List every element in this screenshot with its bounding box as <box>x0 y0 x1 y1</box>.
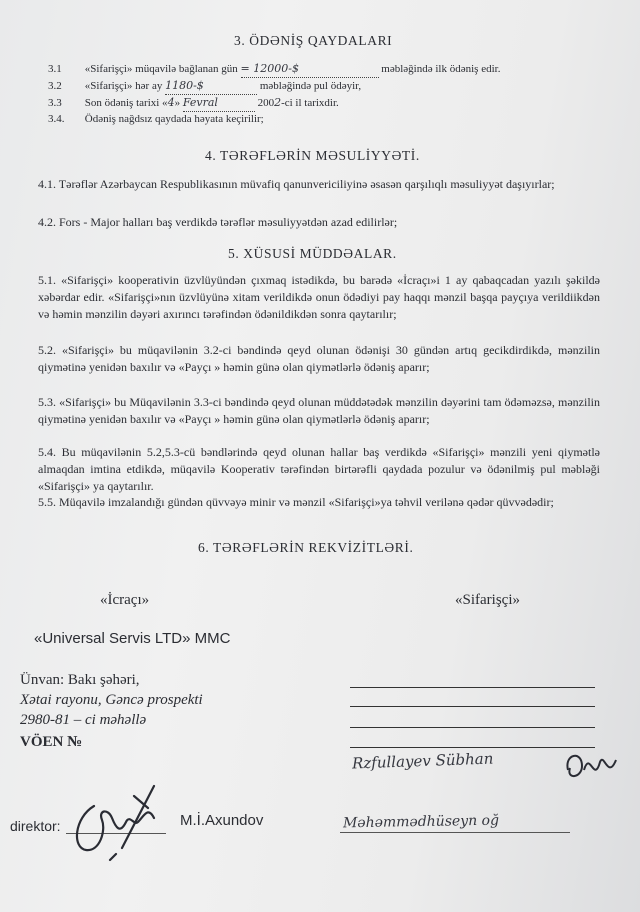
customer-field-line <box>350 727 595 728</box>
customer-name-line <box>340 832 570 833</box>
section6-title: 6. TƏRƏFLƏRİN REKVİZİTLƏRİ. <box>198 540 414 555</box>
item-number: 3.3 <box>48 97 62 109</box>
handwritten-first-payment: = 12000-$ <box>241 60 379 78</box>
item-text: » <box>174 97 181 109</box>
address-line-2: Xətai rayonu, Gəncə prospekti <box>20 692 203 708</box>
clause-5-2: 5.2. «Sifarişçi» bu müqavilənin 3.2-ci bəndində qeyd olunan ödənişi 30 gündən artıq gecikdirdikdə, mənzilin qiymətinə yenidən baxılır və «Payçı » həmin günə olan qiymətlərlə ödəniş aparır; <box>38 343 600 374</box>
handwritten-year-digit: 2 <box>274 96 282 109</box>
address-line-3: 2980-81 – ci məhəllə <box>20 712 147 728</box>
customer-signature <box>560 740 620 795</box>
item-text: Ödəniş nağdsız qaydada həyata keçirilir; <box>84 113 264 125</box>
customer-heading: «Sifarişçi» <box>455 592 520 608</box>
item-text: «Sifarişçi» müqavilə bağlanan gün <box>84 63 238 75</box>
clause-5-1: 5.1. «Sifarişçi» kooperativin üzvlüyündən çıxmaq istədikdə, bu barədə «İcraçı»i 1 ay qabaqcadan yazılı şəkildə xəbərdar edir. «Sifarişçi»nın üzvlüyünə xitam verildikdə onun ödədiyi pay haqqı mənzil başqa payçıya verildiikdən və həmin mənzilin dəyəri axırıncı tərəfindən ödənildikdən sonra qaytarılır; <box>38 273 600 321</box>
item-number: 3.4. <box>48 113 65 125</box>
section5-title: 5. XÜSUSİ MÜDDƏALAR. <box>228 246 397 261</box>
customer-field-line <box>350 687 595 688</box>
handwritten-month: Fevral <box>183 94 255 112</box>
customer-field-line <box>350 747 595 748</box>
clause-5-4: 5.4. Bu müqavilənin 5.2,5.3-cü bəndlərində qeyd olunan hallar baş verdikdə «Sifarişçi» mənzili yeni qiymətlə almaqdan imtina etdikdə, müqavilə Kooperativ tərəfindən birtərəfli qaydada pozulur və ödənilmiş pul məbləği «Sifarişçi» ya qaytarılır. <box>38 445 600 493</box>
director-label: direktor: <box>10 818 61 834</box>
payment-item-3-2 <box>48 77 361 95</box>
contractor-heading: «İcraçı» <box>100 592 150 608</box>
clause-5-3: 5.3. «Sifarişçi» bu Müqavilənin 3.3-ci bəndində qeyd olunan müddətədək mənzilin dəyərini tam ödəməzsə, mənzilin qiymətinə yenidən baxılır və «Payçı » həmin günə olan qiymətlərlə ödəniş aparır; <box>38 395 600 426</box>
handwritten-day: 4 <box>167 96 175 109</box>
clause-4-2: 4.2. Fors - Major halları baş verdikdə tərəflər məsuliyyətdən azad edilirlər; <box>38 215 398 229</box>
payment-item-3-1 <box>48 60 500 78</box>
director-name: M.İ.Axundov <box>180 812 264 829</box>
item-text: məbləğində pul ödəyir, <box>259 80 362 92</box>
item-number: 3.2 <box>48 80 62 92</box>
address-line-1: Ünvan: Bakı şəhəri, <box>20 672 140 688</box>
customer-field-line <box>350 706 595 707</box>
item-text: 200 <box>257 97 275 109</box>
section3-title: 3. ÖDƏNİŞ QAYDALARI <box>234 33 393 48</box>
handwritten-monthly-payment: 1180-$ <box>165 77 257 95</box>
tax-id-label: VÖEN № <box>20 734 83 750</box>
item-text: «Sifarişçi» hər ay <box>84 80 163 92</box>
clause-4-1: 4.1. Tərəflər Azərbaycan Respublikasının müvafiq qanunvericiliyinə əsasən qarşılıqlı məsuliyyət daşıyırlar; <box>38 177 555 191</box>
company-name: «Universal Servis LTD» MMC <box>34 630 231 647</box>
item-text: Son ödəniş tarixi « <box>84 97 168 109</box>
payment-item-3-3 <box>48 94 339 112</box>
handwritten-customer-patronymic: Məhəmmədhüseyn oğ <box>342 812 500 832</box>
item-text: -ci il tarixdir. <box>281 97 339 109</box>
payment-item-3-4 <box>48 111 264 128</box>
director-signature <box>64 778 174 873</box>
handwritten-customer-name: Rzfullayev Sübhan <box>351 749 494 773</box>
clause-5-5: 5.5. Müqavilə imzalandığı gündən qüvvəyə minir və mənzil «Sifarişçi»ya təhvil verilənə qədər qüvvədədir; <box>38 495 554 509</box>
item-number: 3.1 <box>48 63 62 75</box>
section4-title: 4. TƏRƏFLƏRİN MƏSULİYYƏTİ. <box>205 148 420 163</box>
item-text: məbləğində ilk ödəniş edir. <box>381 63 501 75</box>
